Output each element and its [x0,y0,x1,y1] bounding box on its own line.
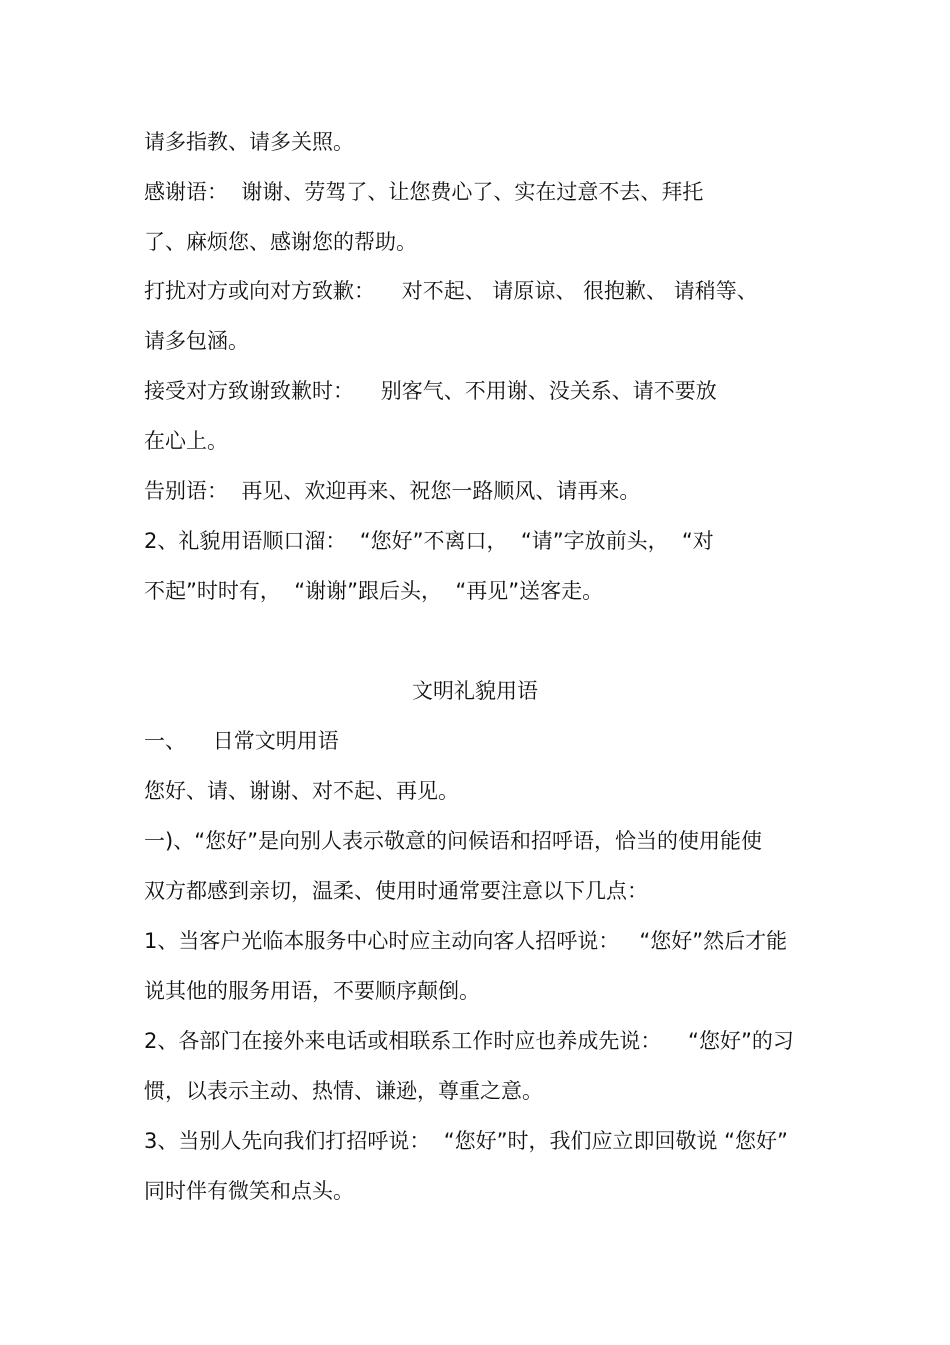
text-line: 告别语： 再见、欢迎再来、祝您一路顺风、请再来。 [144,479,641,503]
text-line: 同时伴有微笑和点头。 [144,1179,354,1203]
section-heading: 一、 日常文明用语 [144,729,339,753]
text-line: 说其他的服务用语，不要顺序颠倒。 [144,979,480,1003]
text-line: 请多包涵。 [144,329,249,353]
text-line: 1、当客户光临本服务中心时应主动向客人招呼说： “您好”然后才能 [144,929,788,953]
text-line: 2、各部门在接外来电话或相联系工作时应也养成先说： “您好”的习 [144,1029,794,1053]
text-line: 一)、“您好”是向别人表示敬意的问候语和招呼语，恰当的使用能使 [144,829,762,853]
text-line: 3、当别人先向我们打招呼说： “您好”时，我们应立即回敬说 “您好” [144,1129,788,1153]
text-line: 打扰对方或向对方致歉： 对不起、 请原谅、 很抱歉、 请稍等、 [144,279,758,303]
section-title: 文明礼貌用语 [412,679,538,703]
text-line: 您好、请、谢谢、对不起、再见。 [144,779,459,803]
text-line: 请多指教、请多关照。 [144,130,354,154]
text-line: 接受对方致谢致歉时： 别客气、不用谢、没关系、请不要放 [144,379,717,403]
text-line: 了、麻烦您、感谢您的帮助。 [144,230,417,254]
text-line: 感谢语： 谢谢、劳驾了、让您费心了、实在过意不去、拜托 [144,180,704,204]
text-line: 在心上。 [144,429,228,453]
text-line: 不起”时时有， “谢谢”跟后头， “再见”送客走。 [144,579,604,603]
text-line: 惯，以表示主动、热情、谦逊，尊重之意。 [144,1079,543,1103]
text-line: 2、礼貌用语顺口溜： “您好”不离口， “请”字放前头， “对 [144,529,714,553]
text-line: 双方都感到亲切，温柔、使用时通常要注意以下几点： [144,879,648,903]
